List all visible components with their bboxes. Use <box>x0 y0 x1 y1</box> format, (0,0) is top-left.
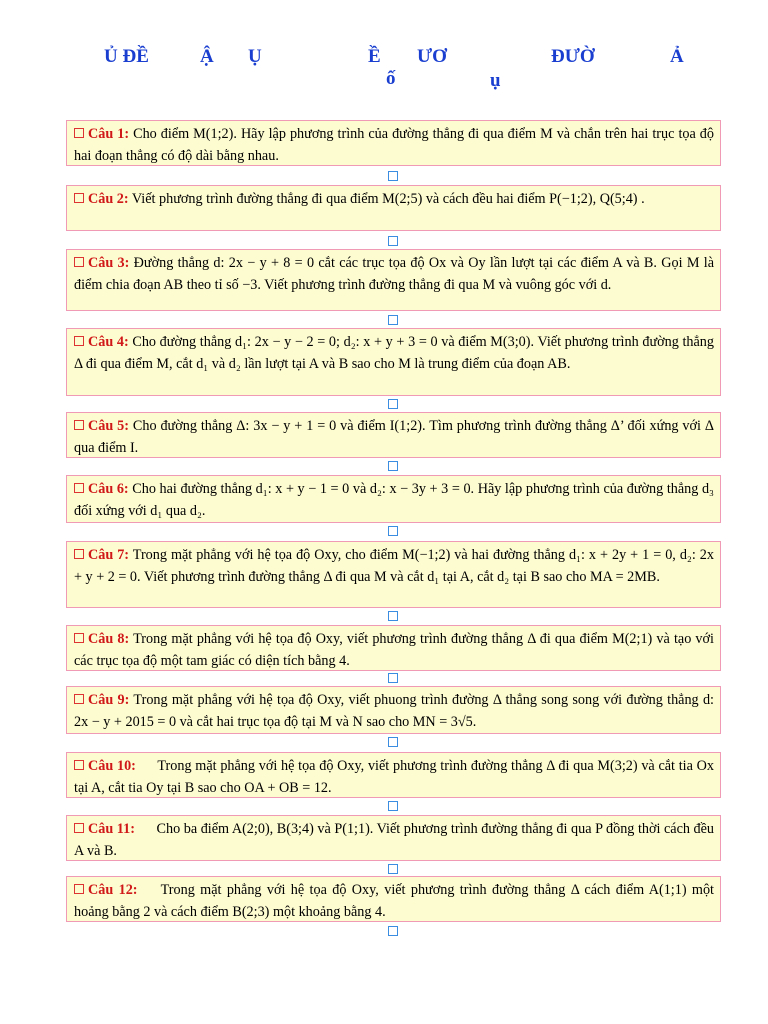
question-box <box>66 412 721 458</box>
square-marker-icon <box>388 611 398 621</box>
question-box <box>66 120 721 166</box>
question-label: Câu 2: <box>88 191 129 207</box>
square-marker-icon <box>388 236 398 246</box>
question-text: Cho ba điểm A(2;0), B(3;4) và P(1;1). Viết phương trình đường thẳng đi qua P đồng thời cách đều A và B. <box>74 821 715 859</box>
square-marker-icon <box>388 737 398 747</box>
checkbox-icon <box>74 420 84 430</box>
question-box <box>66 815 721 861</box>
question-label: Câu 6: <box>88 481 129 497</box>
question-box <box>66 686 721 734</box>
square-marker-icon <box>388 864 398 874</box>
title-fragment: Ề <box>368 46 381 67</box>
checkbox-icon <box>74 193 84 203</box>
question-label: Câu 9: <box>88 692 130 708</box>
square-marker-icon <box>388 171 398 181</box>
checkbox-icon <box>74 633 84 643</box>
title-fragment: ụ <box>490 70 501 91</box>
question-label: Câu 3: <box>88 255 130 271</box>
title-fragment: Ủ ĐỀ <box>104 46 149 67</box>
question-label: Câu 7: <box>88 547 130 563</box>
question-label: Câu 4: <box>88 334 129 350</box>
question-label: Câu 5: <box>88 418 129 434</box>
question-box <box>66 752 721 798</box>
square-marker-icon <box>388 801 398 811</box>
square-marker-icon <box>388 315 398 325</box>
question-box <box>66 625 721 671</box>
checkbox-icon <box>74 483 84 493</box>
question-text: Cho đường thẳng Δ: 3x − y + 1 = 0 và điểm I(1;2). Tìm phương trình đường thẳng Δ’ đối xứng với Δ qua điểm I. <box>74 418 714 456</box>
question-text: Cho đường thẳng d₁: 2x − y − 2 = 0; d₂: x + y + 3 = 0 và điểm M(3;0). Viết phương trình đường thẳng Δ đi qua điểm M, cắt d₁ và d₂ lần lượt tại A và B sao cho M là trung điểm của đoạn AB. <box>74 334 714 372</box>
question-box <box>66 876 721 922</box>
question-text: Trong mặt phẳng với hệ tọa độ Oxy, viết phuong trình đường Δ thẳng song song với đường thẳng d: 2x − y + 2015 = 0 và cắt hai trục tọa độ tại M và N sao cho MN = 3√5. <box>74 692 714 730</box>
square-marker-icon <box>388 926 398 936</box>
checkbox-icon <box>74 694 84 704</box>
checkbox-icon <box>74 884 84 894</box>
title-fragment: Ụ <box>248 46 262 67</box>
question-text: Trong mặt phẳng với hệ tọa độ Oxy, viết phương trình đường thẳng Δ cách điểm A(1;1) một hoảng bằng 2 và cách điểm B(2;3) một khoảng bằng 4. <box>74 882 714 920</box>
checkbox-icon <box>74 823 84 833</box>
square-marker-icon <box>388 461 398 471</box>
question-box <box>66 475 721 523</box>
question-box <box>66 185 721 231</box>
checkbox-icon <box>74 336 84 346</box>
document-title <box>104 46 704 94</box>
title-fragment: Ả <box>670 46 684 67</box>
checkbox-icon <box>74 760 84 770</box>
title-fragment: ĐƯỜ <box>551 46 595 67</box>
checkbox-icon <box>74 257 84 267</box>
question-label: Câu 12: <box>88 882 138 898</box>
title-fragment: ố <box>386 68 396 89</box>
question-text: Cho điểm M(1;2). Hãy lập phương trình của đường thẳng đi qua điểm M và chắn trên hai trục tọa độ hai đoạn thẳng có độ dài bằng nhau. <box>74 126 714 164</box>
square-marker-icon <box>388 526 398 536</box>
question-label: Câu 11: <box>88 821 135 837</box>
square-marker-icon <box>388 399 398 409</box>
question-label: Câu 1: <box>88 126 130 142</box>
question-text: Trong mặt phẳng với hệ tọa độ Oxy, cho điểm M(−1;2) và hai đường thẳng d₁: x + 2y + 1 = 0, d₂: 2x + y + 2 = 0. Viết phương trình đường thẳng Δ đi qua M và cắt d₁ tại A, cắt d₂ tại B sao cho MA = 2MB. <box>74 547 714 585</box>
question-box <box>66 541 721 608</box>
question-text: Đường thẳng d: 2x − y + 8 = 0 cắt các trục tọa độ Ox và Oy lần lượt tại các điểm A và B. Gọi M là điểm chia đoạn AB theo tỉ số −3. Viết phương trình đường thẳng đi qua M và vuông góc với d. <box>74 255 714 293</box>
title-fragment: ƯƠ <box>417 46 447 67</box>
question-text: Viết phương trình đường thẳng đi qua điểm M(2;5) và cách đều hai điểm P(−1;2), Q(5;4) . <box>131 191 645 207</box>
question-box <box>66 328 721 396</box>
square-marker-icon <box>388 673 398 683</box>
question-text: Cho hai đường thẳng d₁: x + y − 1 = 0 và d₂: x − 3y + 3 = 0. Hãy lập phương trình của đường thẳng d₃ đối xứng với d₁ qua d₂. <box>74 481 714 519</box>
question-text: Trong mặt phẳng với hệ tọa độ Oxy, viết phương trình đường thẳng Δ đi qua điểm M(2;1) và tạo với các trục tọa độ một tam giác có diện tích bằng 4. <box>74 631 714 669</box>
checkbox-icon <box>74 549 84 559</box>
checkbox-icon <box>74 128 84 138</box>
question-label: Câu 8: <box>88 631 130 647</box>
question-box <box>66 249 721 311</box>
title-fragment: Ậ <box>200 46 214 67</box>
question-label: Câu 10: <box>88 758 136 774</box>
question-text: Trong mặt phẳng với hệ tọa độ Oxy, viết phương trình đường thẳng Δ đi qua M(3;2) và cắt tia Ox tại A, cắt tia Oy tại B sao cho OA + OB = 12. <box>74 758 714 796</box>
